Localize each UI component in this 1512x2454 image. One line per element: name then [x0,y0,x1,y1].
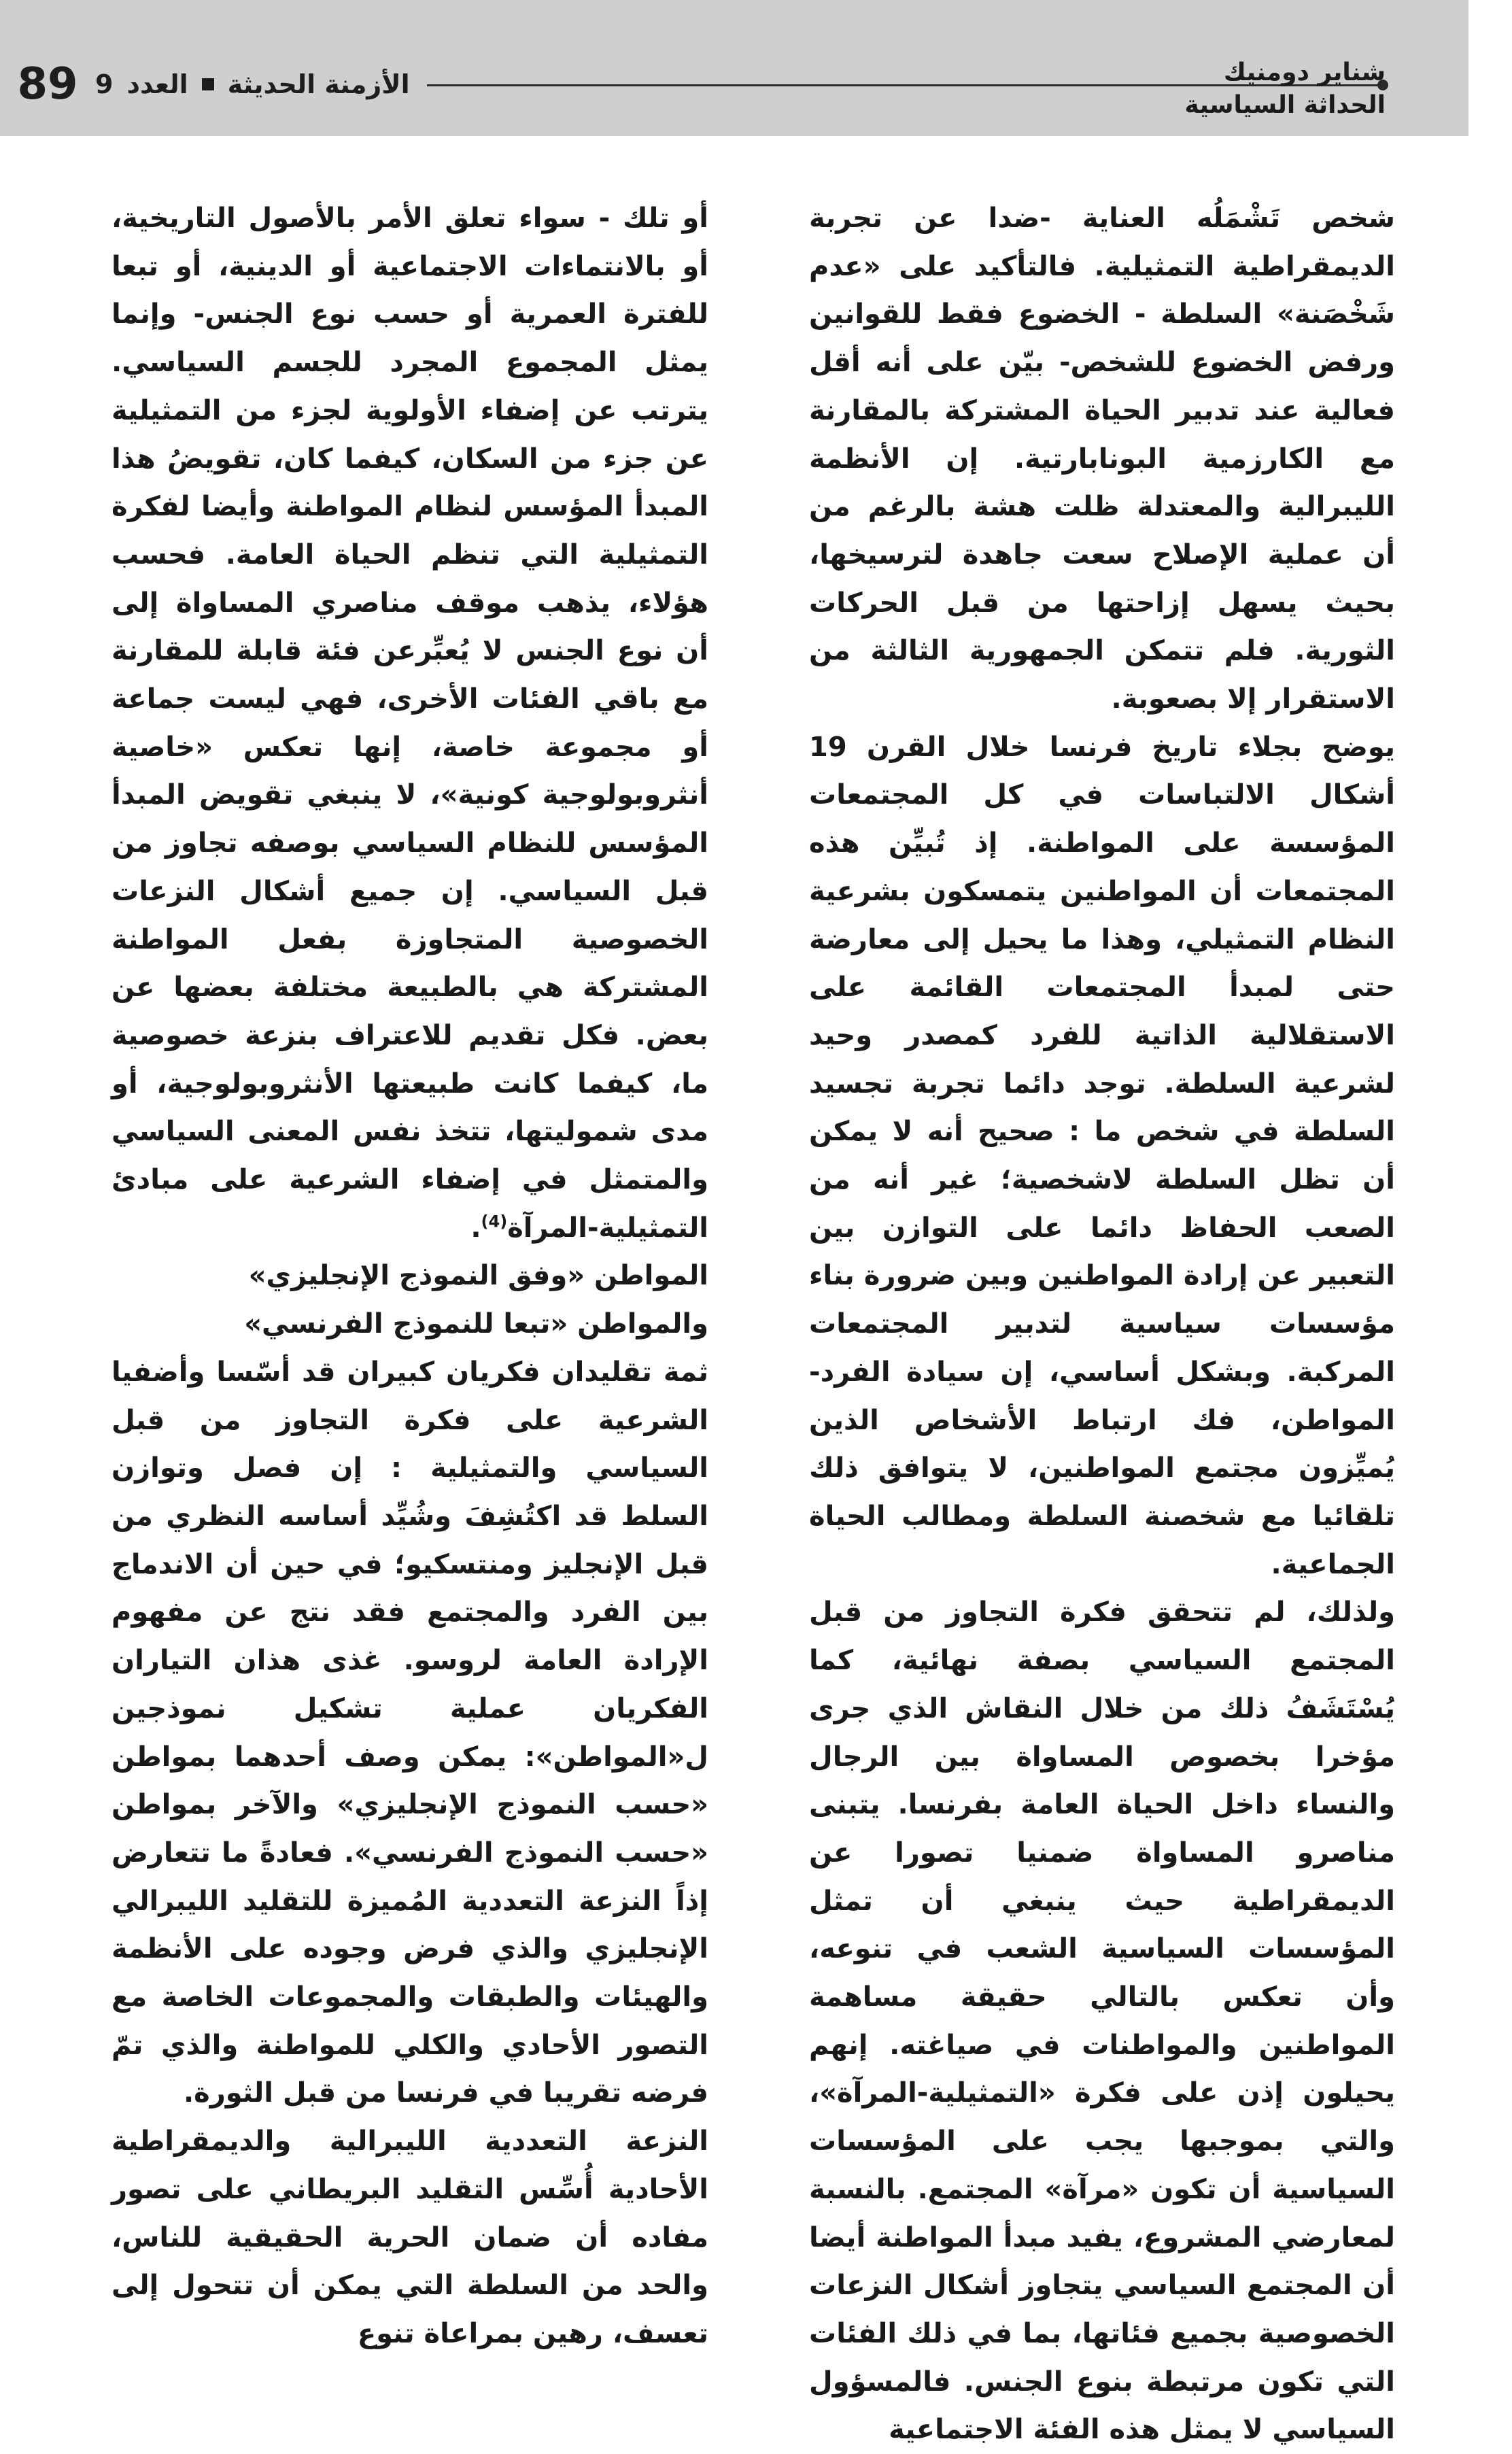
issue-label: العدد [126,69,188,99]
separator-square-icon [202,78,214,90]
journal-line [95,60,410,109]
section-heading: المواطن «وفق النموذج الإنجليزي» والمواطن «تبعا للنموذج الفرنسي» [244,1260,708,1340]
running-head-right [1127,57,1386,122]
section-title: الحداثة السياسية [1184,91,1386,119]
right-text-column [809,194,1395,2446]
paragraph-end: . [470,1212,481,1244]
paragraph: النزعة التعددية الليبرالية والديمقراطية الأحادية أُسِّس التقليد البريطاني على تصور مفاده أن ضمان الحرية الحقيقية للناس، والحد من السلطة التي يمكن أن تتحول إلى تعسف، رهين بمراعاة تنوع [111,2126,708,2349]
page-header [0,0,1468,136]
paragraph-text: أو تلك - سواء تعلق الأمر بالأصول التاريخية، أو بالانتماءات الاجتماعية أو الدينية، أو تبعا للفترة العمرية أو حسب نوع الجنس- وإنما يمثل المجموع المجرد للجسم السياسي. يترتب عن إضفاء الأولوية لجزء من التمثيلية عن جزء من السكان، كيفما كان، تقويضُ هذا المبدأ المؤسس لنظام المواطنة وأيضا لفكرة التمثيلية التي تنظم الحياة العامة. فحسب هؤلاء، يذهب موقف مناصري المساواة إلى أن نوع الجنس لا يُعبِّرعن فئة قابلة للمقارنة مع باقي الفئات الأخرى، فهي ليست جماعة أو مجموعة خاصة، إنها تعكس «خاصية أنثروبولوجية كونية»، لا ينبغي تقويض المبدأ المؤسس للنظام السياسي بوصفه تجاوز من قبل السياسي. إن جميع أشكال النزعات الخصوصية المتجاوزة بفعل المواطنة المشتركة هي بالطبيعة مختلفة بعضها عن بعض. فكل تقديم للاعتراف بنزعة خصوصية ما، كيفما كانت طبيعتها الأنثروبولوجية، أو مدى شموليتها، تتخذ نفس المعنى السياسي والمتمثل في إضفاء الشرعية على مبادئ التمثيلية-المرآة [111,203,708,1244]
paragraph: ثمة تقليدان فكريان كبيران قد أسّسا وأضفيا الشرعية على فكرة التجاوز من قبل السياسي والتمثيلية : إن فصل وتوازن السلط قد اكتُشِفَ وشُيِّد أساسه النظري من قبل الإنجليز ومنتسكيو؛ في حين أن الاندماج بين الفرد والمجتمع فقد نتج عن مفهوم الإرادة العامة لروسو. غذى هذان التياران الفكريان عملية تشكيل نموذجين ل«المواطن»: يمكن وصف أحدهما بمواطن «حسب النموذج الإنجليزي» والآخر بمواطن «حسب النموذج الفرنسي». فعادةً ما تتعارض إذاً النزعة التعددية المُميزة للتقليد الليبرالي الإنجليزي والذي فرض وجوده على الأنظمة والهيئات والطبقات والمجموعات الخاصة مع التصور الأحادي والكلي للمواطنة والذي تمّ فرضه تقريبا في فرنسا من قبل الثورة. [111,1356,708,2109]
issue-number: 9 [95,69,114,99]
paragraph-with-footnote [111,194,708,1252]
paragraph: يوضح بجلاء تاريخ فرنسا خلال القرن 19 أشكال الالتباسات في كل المجتمعات المؤسسة على المواطنة. إذ تُبيِّن هذه المجتمعات أن المواطنين يتمسكون بشرعية النظام التمثيلي، وهذا ما يحيل إلى معارضة حتى لمبدأ المجتمعات القائمة على الاستقلالية الذاتية للفرد كمصدر وحيد لشرعية السلطة. توجد دائما تجربة تجسيد السلطة في شخص ما : صحيح أنه لا يمكن أن تظل السلطة لاشخصية؛ غير أنه من الصعب الحفاظ دائما على التوازن بين التعبير عن إرادة المواطنين وبين ضرورة بناء مؤسسات سياسية لتدبير المجتمعات المركبة. وبشكل أساسي، إن سيادة الفرد-المواطن، فك ارتباط الأشخاص الذين يُميِّزون مجتمع المواطنين، لا يتوافق ذلك تلقائيا مع شخصنة السلطة ومطالب الحياة الجماعية. [809,731,1395,1580]
paragraph: شخص تَشْمَلُه العناية -ضدا عن تجربة الديمقراطية التمثيلية. فالتأكيد على «عدم شَخْصَنة» السلطة - الخضوع فقط للقوانين ورفض الخضوع للشخص- بيّن على أنه أقل فعالية عند تدبير الحياة المشتركة بالمقارنة مع الكارزمية البونابارتية. إن الأنظمة الليبرالية والمعتدلة ظلت هشة بالرغم من أن عملية الإصلاح سعت جاهدة لترسيخها، بحيث يسهل إزاحتها من قبل الحركات الثورية. فلم تتمكن الجمهورية الثالثة من الاستقرار إلا بصعوبة. [809,203,1395,715]
footnote-reference: (4) [481,1212,508,1231]
paragraph: ولذلك، لم تتحقق فكرة التجاوز من قبل المجتمع السياسي بصفة نهائية، كما يُسْتَشَفُ ذلك من خلال النقاش الذي جرى مؤخرا بخصوص المساواة بين الرجال والنساء داخل الحياة العامة بفرنسا. يتبنى مناصرو المساواة ضمنيا تصورا عن الديمقراطية حيث ينبغي أن تمثل المؤسسات السياسية الشعب في تنوعه، وأن تعكس بالتالي حقيقة مساهمة المواطنين والمواطنات في صياغته. إنهم يحيلون إذن على فكرة «التمثيلية-المرآة»، والتي بموجبها يجب على المؤسسات السياسية أن تكون «مرآة» المجتمع. بالنسبة لمعارضي المشروع، يفيد مبدأ المواطنة أيضا أن المجتمع السياسي يتجاوز أشكال النزعات الخصوصية بجميع فئاتها، بما في ذلك الفئات التي تكون مرتبطة بنوع الجنس. فالمسؤول السياسي لا يمثل هذه الفئة الاجتماعية [809,1597,1395,2446]
journal-title: الأزمنة الحديثة [227,69,410,99]
left-text-column [111,194,708,2349]
page-number: 89 [17,59,78,109]
running-head-left [0,60,410,109]
author-name: شناير دومنيك [1223,58,1386,86]
